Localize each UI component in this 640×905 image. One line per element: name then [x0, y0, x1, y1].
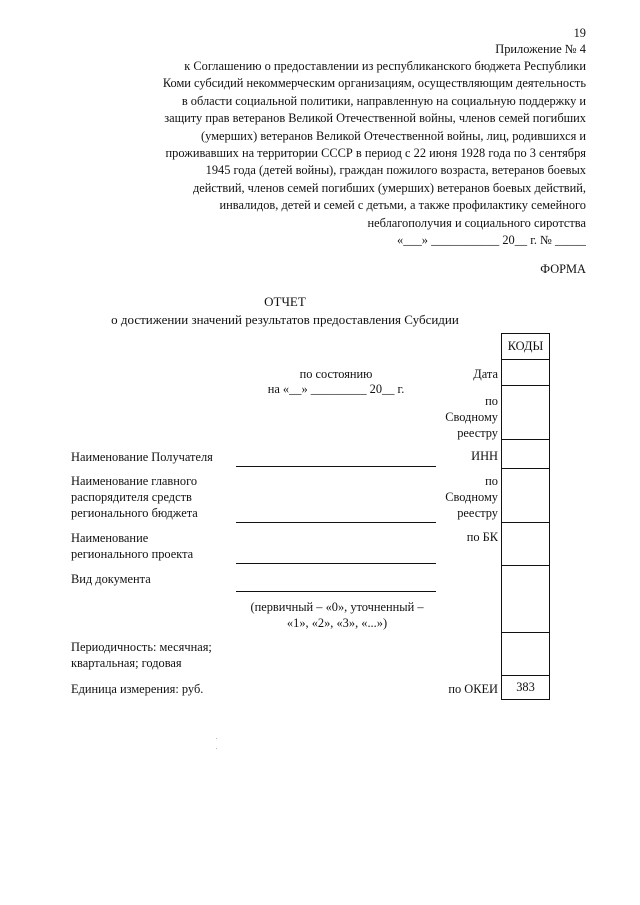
doc-type-hint-line: «1», «2», «3», «...»): [286, 616, 388, 630]
report-title: ОТЧЕТ: [264, 294, 306, 309]
label-reestr-2-line: Сводному: [445, 490, 498, 504]
code-okei-cell: 383: [502, 676, 550, 700]
codes-header: КОДЫ: [502, 334, 550, 360]
label-date: Дата: [473, 367, 498, 381]
appendix-line: к Соглашению о предоставлении из республиканского бюджета Республики: [184, 59, 586, 73]
report-subtitle: о достижении значений результатов предоставления Субсидии: [111, 312, 459, 327]
label-manager: [71, 473, 198, 521]
appendix-line: неблагополучия и социального сиротства: [367, 215, 586, 230]
label-reestr-1-line: по: [485, 394, 498, 408]
code-reestr-cell[interactable]: [502, 386, 550, 440]
label-project-line: Наименование: [71, 531, 149, 545]
state-line-2: на «__» _________ 20__ г.: [267, 382, 405, 396]
doc-type-hint: [226, 599, 448, 631]
appendix-line: в области социальной политики, направленную на социальную поддержку и: [181, 93, 586, 108]
form-label: ФОРМА: [540, 262, 586, 276]
label-manager-line: Наименование главного: [71, 474, 198, 488]
project-field-line[interactable]: [236, 563, 436, 564]
appendix-title: Приложение № 4: [495, 42, 586, 56]
appendix-line: инвалидов, детей и семей с детьми, а также профилактику семейного: [219, 198, 586, 213]
appendix-line: 1945 года (детей войны), граждан пожилого возраста, ветеранов боевых: [205, 163, 586, 178]
code-manager-reestr-cell[interactable]: [502, 469, 550, 523]
recipient-field-line[interactable]: [236, 466, 436, 467]
label-inn: ИНН: [471, 449, 498, 463]
page-number: 19: [573, 26, 586, 40]
scan-dot: [216, 748, 217, 749]
label-reestr-2: [445, 473, 498, 521]
appendix-date-line: «___» ___________ 20__ г. № _____: [397, 233, 586, 248]
appendix-line: действий, членов семей погибших (умерших) ветеранов боевых действий,: [193, 180, 586, 195]
code-bk-cell[interactable]: [502, 523, 550, 566]
doc-type-field-line[interactable]: [236, 591, 436, 592]
code-doc-type-cell[interactable]: [502, 566, 550, 633]
label-recipient: Наименование Получателя: [71, 450, 213, 464]
appendix-line: Коми субсидий некоммерческим организациям, осуществляющим деятельность: [162, 76, 586, 91]
label-bk: по БК: [466, 530, 498, 544]
codes-table: [501, 333, 550, 700]
appendix-line: защиту прав ветеранов Великой Отечественной войны, членов семей погибших: [164, 111, 586, 126]
appendix-line: (умерших) ветеранов Великой Отечественной войны, лиц, родившихся и: [201, 128, 586, 143]
appendix-text: [163, 58, 586, 249]
label-periodicity: [71, 639, 212, 671]
code-inn-cell[interactable]: [502, 440, 550, 469]
state-line-1: по состоянию: [299, 367, 373, 381]
label-doc-type: Вид документа: [71, 572, 151, 586]
label-project-line: регионального проекта: [71, 547, 194, 561]
label-reestr-2-line: реестру: [457, 506, 498, 520]
label-periodicity-line: квартальная; годовая: [71, 656, 182, 670]
label-reestr-2-line: по: [485, 474, 498, 488]
label-periodicity-line: Периодичность: месячная;: [71, 640, 212, 654]
code-periodicity-cell[interactable]: [502, 633, 550, 676]
appendix-line: проживавших на территории СССР в период с 22 июня 1928 года по 3 сентября: [165, 146, 586, 161]
label-manager-line: регионального бюджета: [71, 506, 198, 520]
scan-dot: [216, 738, 217, 739]
label-unit: Единица измерения: руб.: [71, 682, 204, 696]
doc-type-hint-line: (первичный – «0», уточненный –: [250, 600, 424, 614]
label-manager-line: распорядителя средств: [71, 490, 192, 504]
label-reestr-1: [445, 393, 498, 441]
label-okei: по ОКЕИ: [448, 682, 498, 696]
label-reestr-1-line: Сводному: [445, 410, 498, 424]
label-reestr-1-line: реестру: [457, 426, 498, 440]
label-project: [71, 530, 193, 562]
code-date-cell[interactable]: [502, 360, 550, 386]
manager-field-line[interactable]: [236, 522, 436, 523]
